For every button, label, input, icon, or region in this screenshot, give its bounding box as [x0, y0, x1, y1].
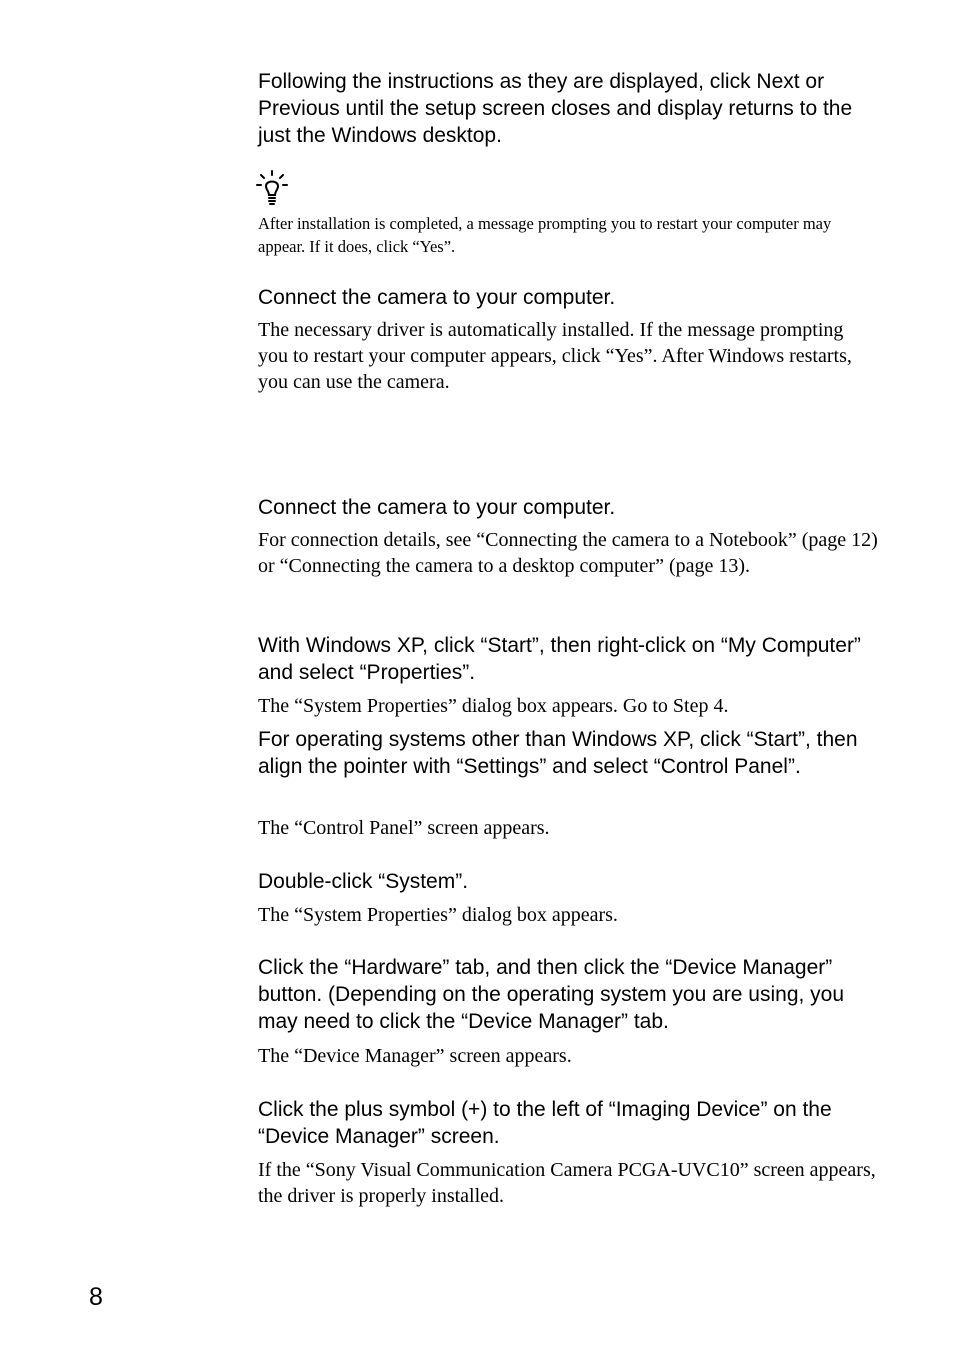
- page-number: 8: [89, 1283, 103, 1311]
- step-windows-xp: With Windows XP, click “Start”, then right-click on “My Computer” and select “Properties”.: [258, 634, 861, 684]
- step-double-click-system: Double-click “System”.: [258, 870, 469, 893]
- step-connect-camera-detail: The necessary driver is automatically installed. If the message prompting you to restart your computer appears, click “Yes”. After Windows restarts, you can use the camera.: [258, 319, 852, 393]
- step-connect-camera-heading: Connect the camera to your computer.: [258, 286, 616, 309]
- step-plus-symbol: Click the plus symbol (+) to the left of “Imaging Device” on the “Device Manager” screen.: [258, 1098, 832, 1148]
- tip-note: After installation is completed, a message prompting you to restart your computer may appear. If it does, click “Yes”.: [258, 214, 832, 256]
- step-hardware-tab-detail: The “Device Manager” screen appears.: [258, 1045, 572, 1067]
- step-connect-camera-heading-2: Connect the camera to your computer.: [258, 496, 616, 519]
- step-double-click-system-detail: The “System Properties” dialog box appears.: [258, 904, 618, 926]
- step-plus-symbol-detail: If the “Sony Visual Communication Camera PCGA-UVC10” screen appears, the driver is properly installed.: [258, 1159, 876, 1207]
- intro-instructions: Following the instructions as they are displayed, click Next or Previous until the setup screen closes and display returns to the just the Windows desktop.: [258, 70, 853, 147]
- step-other-os: For operating systems other than Windows XP, click “Start”, then align the pointer with “Settings” and select “Control Panel”.: [258, 728, 858, 778]
- step-other-os-detail: The “Control Panel” screen appears.: [258, 817, 550, 839]
- lightbulb-hint-icon: [256, 170, 290, 206]
- step-windows-xp-detail: The “System Properties” dialog box appears. Go to Step 4.: [258, 695, 729, 717]
- step-hardware-tab: Click the “Hardware” tab, and then click the “Device Manager” button. (Depending on the operating system you are using, you may need to click the “Device Manager” tab.: [258, 956, 845, 1033]
- step-connect-camera-detail-2: For connection details, see “Connecting the camera to a Notebook” (page 12) or “Connecting the camera to a desktop computer” (page 13).: [258, 529, 878, 577]
